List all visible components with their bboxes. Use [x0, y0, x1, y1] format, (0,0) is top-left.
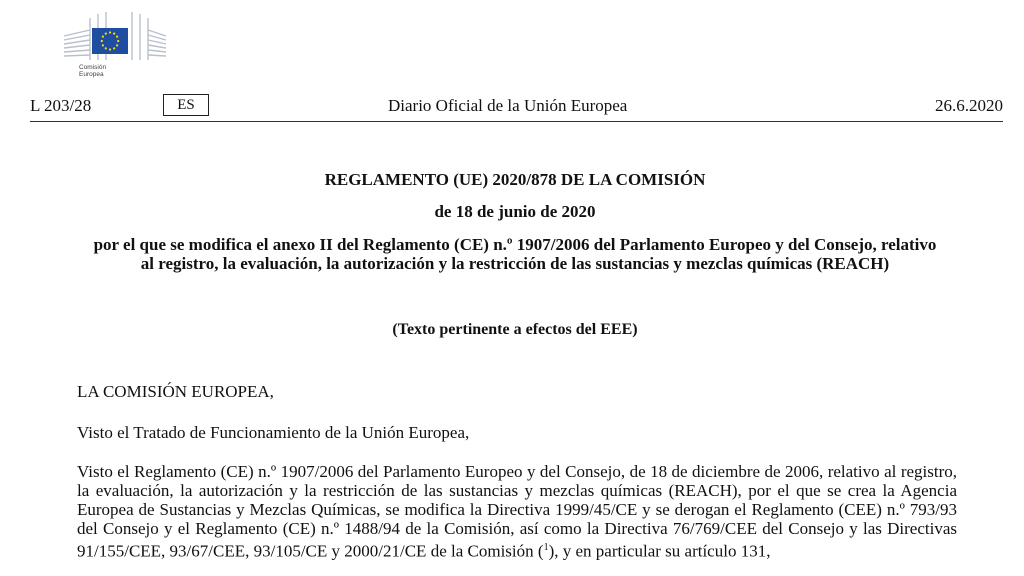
regulation-recital-text: Visto el Reglamento (CE) n.º 1907/2006 del Parlamento Europeo y del Consejo, de 18 de diciembre de 2006, relativo al registro, la evaluación, la autorización y la restricción de las sustancias y mezclas químicas (REACH), por el que se crea la Agencia Europea de Sustancias y Mezclas Químicas, se modifica la Directiva 1999/45/CE y se derogan el Reglamento (CEE) n.º 793/93 del Consejo y el Reglamento (CE) n.º 1488/94 de la Comisión, así como la Directiva 76/769/CEE del Consejo y las Directivas 91/155/CEE, 93/67/CEE, 93/105/CE y 2000/21/CE de la Comisión [77, 462, 957, 561]
eu-building-icon [62, 8, 170, 68]
commission-heading: LA COMISIÓN EUROPEA, [77, 382, 274, 401]
logo-caption-line1: Comisión [79, 64, 107, 71]
regulation-subject: por el que se modifica el anexo II del Reglamento (CE) n.º 1907/2006 del Parlamento Europeo y del Consejo, relativo al registro, la evaluación, la autorización y la restricción de las sustancias y mezclas químicas (REACH) [93, 235, 937, 273]
logo-caption [79, 64, 139, 78]
regulation-date: de 18 de junio de 2020 [434, 202, 596, 221]
header-divider [30, 121, 1003, 122]
eee-relevance-note: (Texto pertinente a efectos del EEE) [392, 321, 638, 338]
journal-title: Diario Oficial de la Unión Europea [388, 96, 628, 115]
page-reference: L 203/28 [30, 96, 92, 115]
european-commission-logo [62, 8, 170, 86]
publication-date: 26.6.2020 [935, 96, 1003, 115]
logo-caption-line2: Europea [79, 71, 104, 78]
regulation-recital-tail: , y en particular su artículo 131, [554, 541, 771, 561]
language-badge: ES [163, 94, 209, 116]
footnote-marker[interactable]: 1 [543, 542, 549, 553]
journal-header [0, 92, 1024, 118]
treaty-recital: Visto el Tratado de Funcionamiento de la Unión Europea, [77, 423, 470, 442]
regulation-title: REGLAMENTO (UE) 2020/878 DE LA COMISIÓN [324, 170, 706, 189]
regulation-recital: Visto el Reglamento (CE) n.º 1907/2006 del Parlamento Europeo y del Consejo, de 18 de diciembre de 2006, relativo al registro, la evaluación, la autorización y la restricción de las sustancias y mezclas químicas (REACH), por el que se crea la Agencia Europea de Sustancias y Mezclas Químicas, se modifica la Directiva 1999/45/CE y se derogan el Reglamento (CEE) n.º 793/93 del Consejo y el Reglamento (CE) n.º 1488/94 de la Comisión, así como la Directiva 76/769/CEE del Consejo y las Directivas 91/155/CEE, 93/67/CEE, 93/105/CE y 2000/21/CE de la Comisión ($^1$), y en particular su artículo 131, [77, 462, 957, 561]
